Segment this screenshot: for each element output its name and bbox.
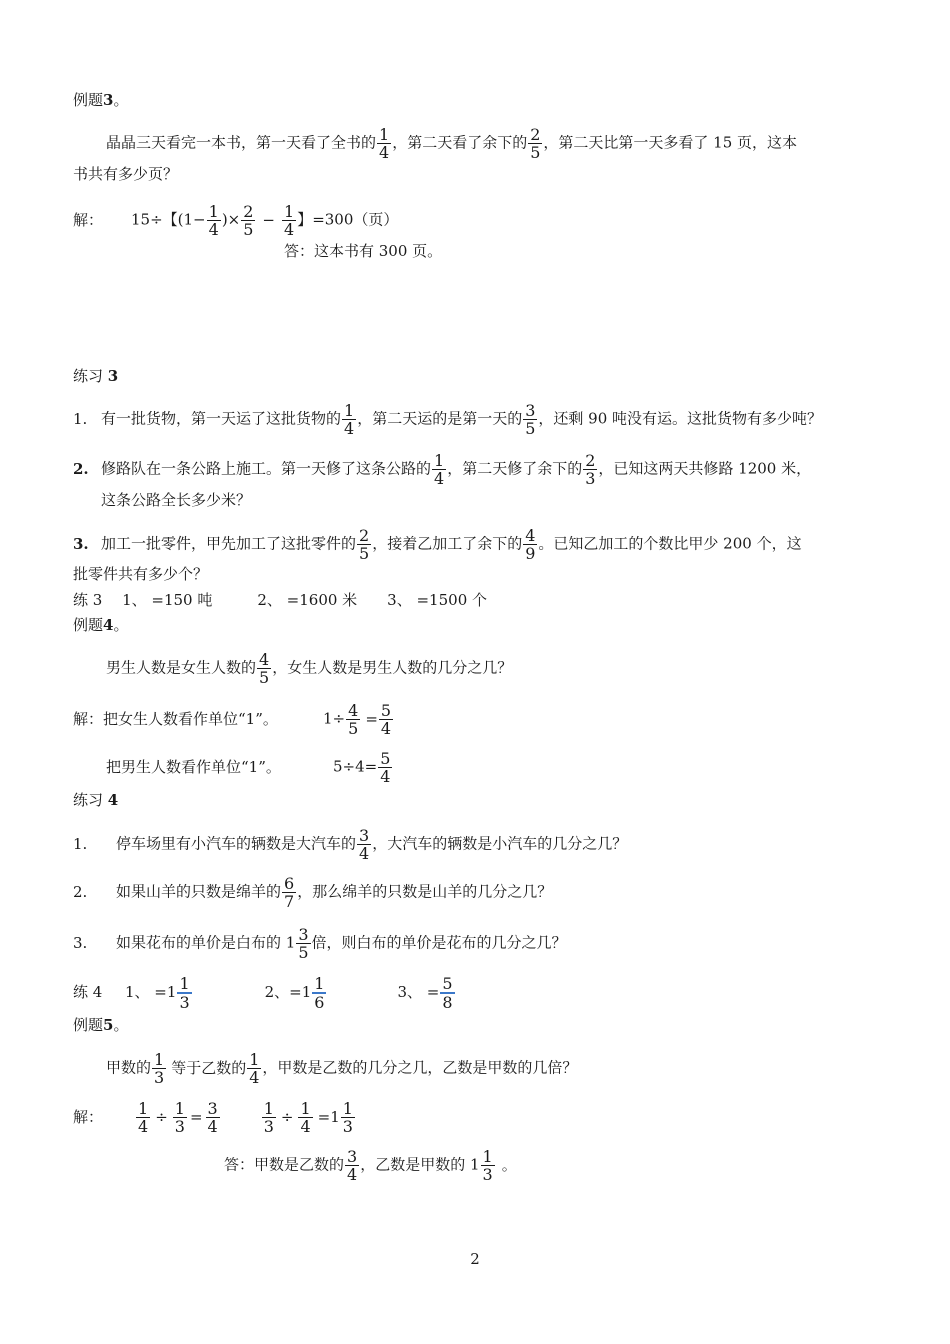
fraction: $\frac{3}{4}$ — [359, 826, 370, 863]
practice-4-heading: 练习 4 — [73, 791, 119, 809]
fraction: $\frac{1}{4}$ — [300, 1099, 311, 1136]
practice-3-heading: 练习 3 — [73, 367, 119, 385]
fraction: $\frac{1}{4}$ — [344, 401, 355, 438]
practice-4-q1: 1. 停车场里有小汽车的辆数是大汽车的 $\frac{3}{4}$ ，大汽车的辆数是小汽车的几分之几？ — [73, 826, 628, 863]
text: 晶晶三天看完一本书，第一天看了全书的 — [106, 133, 377, 152]
fraction: $\frac{3}{5}$ — [525, 401, 536, 438]
fraction: $\frac{3}{4}$ — [207, 1099, 218, 1136]
fraction: $\frac{3}{4}$ — [347, 1147, 358, 1184]
fraction: $\frac{5}{4}$ — [380, 701, 392, 738]
example-3-answer: 答：这本书有 300 页。 — [284, 242, 443, 260]
example-4-heading: 例题4。 — [73, 616, 129, 634]
example-4-question: 男生人数是女生人数的 $\frac{4}{5}$ ，女生人数是男生人数的几分之几？ — [106, 650, 513, 687]
practice-4-q3: 3. 如果花布的单价是白布的 1 $\frac{3}{5}$ 倍，则白布的单价是花布的几分之几？ — [73, 925, 567, 962]
fraction: $\frac{1}{3}$ — [342, 1099, 353, 1136]
fraction: $\frac{1}{3}$ — [482, 1147, 493, 1184]
practice-3-q1: 1. 有一批货物，第一天运了这批货物的 $\frac{1}{4}$ ，第二天运的是第一天的 $\frac{3}{5}$ ，还剩 90 吨没有运。这批货物有多少吨？ — [73, 401, 823, 438]
fraction: $\frac{5}{4}$ — [380, 749, 391, 786]
example-5-question: 甲数的 $\frac{1}{3}$ 等于乙数的 $\frac{1}{4}$ ，甲数是乙数的几分之几，乙数是甲数的几倍？ — [106, 1050, 578, 1087]
practice-3-q3-cont: 批零件共有多少个？ — [73, 565, 209, 583]
fraction: $\frac{1}{3}$ — [263, 1099, 274, 1136]
text: ，第二天看了余下的 — [392, 133, 528, 152]
fraction: $\frac{4}{9}$ — [525, 526, 536, 563]
example-4-solution-2: 把男生人数看作单位“1”。 5÷4= $\frac{5}{4}$ — [106, 749, 391, 786]
fraction: $\frac{2}{5}$ — [530, 125, 541, 162]
fraction: $\frac{6}{7}$ — [284, 874, 295, 911]
practice-3-q2-cont: 这条公路全长多少米？ — [101, 491, 252, 509]
fraction: $\frac{1}{6}$ — [314, 974, 325, 1012]
example-3-question-cont: 书共有多少页？ — [73, 165, 179, 183]
example-3-solution: 解： 15÷【(1− $\frac{1}{4}$ )× $\frac{2}{5}$ − $\frac{1}{4}$ 】=300（页） — [73, 202, 399, 239]
page-number: 2 — [470, 1250, 480, 1268]
example-3-question — [106, 126, 797, 161]
fraction: $\frac{3}{5}$ — [298, 925, 309, 962]
practice-3-q3: 3. 加工一批零件，甲先加工了这批零件的 $\frac{2}{5}$ ，接着乙加工了余下的 $\frac{4}{9}$ 。已知乙加工的个数比甲少 200 个，这 — [73, 526, 802, 563]
practice-4-q2: 2. 如果山羊的只数是绵羊的 $\frac{6}{7}$ ，那么绵羊的只数是山羊的几分之几？ — [73, 874, 553, 911]
example-3-heading — [73, 90, 128, 110]
fraction: $\frac{5}{8}$ — [442, 974, 453, 1012]
practice-3-answers: 练 3 1、 =150 吨 2、 =1600 米 3、 =1500 个 — [73, 591, 488, 609]
fraction: $\frac{1}{4}$ — [284, 202, 295, 239]
fraction: $\frac{1}{4}$ — [208, 202, 219, 239]
heading-suffix: 。 — [113, 91, 129, 109]
text: ，第二天比第一天多看了 15 页，这本 — [543, 133, 798, 152]
heading-number: 3 — [103, 91, 114, 109]
fraction: $\frac{4}{5}$ — [348, 701, 359, 738]
fraction: $\frac{1}{4}$ — [249, 1050, 260, 1087]
fraction: $\frac{2}{3}$ — [585, 451, 596, 488]
fraction: $\frac{1}{3}$ — [179, 974, 190, 1012]
heading-label: 例题 — [73, 91, 104, 109]
solution-label: 解： — [73, 210, 104, 229]
fraction: $\frac{1}{4}$ — [379, 125, 390, 162]
example-5-solution: 解： $\frac{1}{4}$ ÷ $\frac{1}{3}$ = $\frac{3}{4}$ $\frac{1}{3}$ ÷ $\frac{1}{4}$ =1 $\frac{1}{3}$ — [73, 1099, 353, 1136]
fraction: $\frac{4}{5}$ — [259, 650, 270, 687]
practice-4-answers: 练 4 1、 =1 $\frac{1}{3}$ 2、=1 $\frac{1}{6}$ 3、 = $\frac{5}{8}$ — [73, 974, 453, 1012]
example-5-heading: 例题5。 — [73, 1016, 129, 1034]
fraction: $\frac{2}{5}$ — [359, 526, 370, 563]
practice-3-q2: 2. 修路队在一条公路上施工。第一天修了这条公路的 $\frac{1}{4}$ ，第二天修了余下的 $\frac{2}{3}$ ，已知这两天共修路 1200 米， — [73, 451, 812, 488]
fraction: $\frac{1}{4}$ — [434, 451, 445, 488]
fraction: $\frac{2}{5}$ — [243, 202, 254, 239]
example-5-answer: 答：甲数是乙数的 $\frac{3}{4}$ ，乙数是甲数的 1 $\frac{1}{3}$ 。 — [224, 1147, 517, 1184]
fraction: $\frac{1}{3}$ — [154, 1050, 165, 1087]
fraction: $\frac{1}{3}$ — [174, 1099, 185, 1136]
fraction: $\frac{1}{4}$ — [138, 1099, 149, 1136]
example-4-solution-1: 解：把女生人数看作单位“1”。 1÷ $\frac{4}{5}$ = $\frac{5}{4}$ — [73, 701, 392, 738]
